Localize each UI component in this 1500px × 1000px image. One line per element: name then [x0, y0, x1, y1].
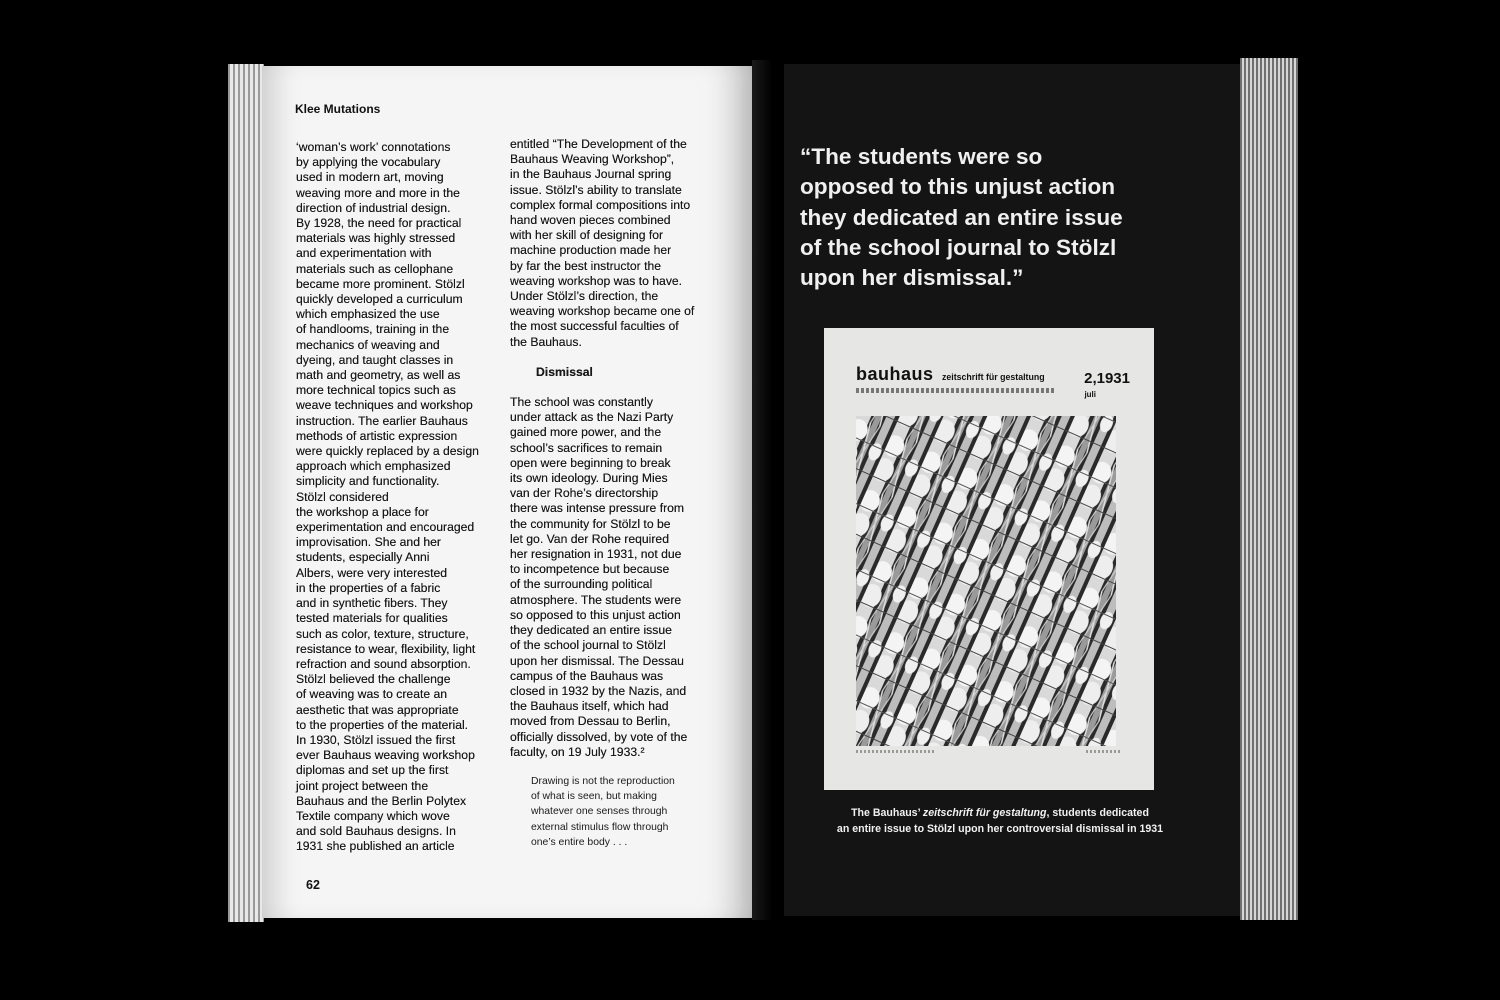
body-text: ‘woman’s work’ connotations by applying the vocabulary used in modern art, moving weaving more and more in the direction of industrial design. By 1928, the need for practical materials was highly stressed and experimentation with materials such as cellophane became more prominent. Stölzl quickly developed a curriculum which emphasized the use of handlooms, training in the mechanics of weaving and dyeing, and taught classes in math and geometry, as well as more technical topics such as weave techniques and workshop instruction. The earlier Bauhaus methods of artistic expression were quickly replaced by a design approach which emphasized simplicity and functionality. Stölzl considered the workshop a place for experimentation and encouraged improvisation. She and her students, especially Anni Albers, were very interested in the properties of a fabric and in synthetic fibers. They tested materials for qualities such as color, texture, structure, resistance to wear, flexibility, light refraction and sound absorption. Stölzl believed the challenge of weaving was to create an aesthetic that was appropriate to the properties of the material. In 1930, Stölzl issued the first ever Bauhaus weaving workshop diplomas and set up the first joint project between the Bauhaus and the Berlin Polytex Textile company which wove and sold Bauhaus designs. In 1931 she published an article	[296, 140, 479, 854]
pull-quote: “The students were so opposed to this unjust action they dedicated an entire issue of the school journal to Stölzl upon her dismissal.”	[800, 144, 1123, 291]
cover-credit-small	[1086, 750, 1120, 753]
cover-caption-small	[856, 750, 936, 753]
page-edges-right	[1240, 58, 1298, 920]
page-edges-left	[228, 64, 264, 922]
cover-subtitle: zeitschrift für gestaltung	[941, 372, 1045, 382]
book-gutter	[752, 60, 786, 920]
woven-fabric-photo	[856, 416, 1116, 746]
margin-quote: Drawing is not the reproduction of what is seen, but making whatever one senses through external stimulus flow through one’s entire body . . .	[531, 776, 675, 848]
cover-issue-number: 2,1931	[1084, 370, 1130, 387]
cover-month: juli	[1084, 390, 1096, 399]
right-page	[784, 64, 1242, 916]
caption-italic: zeitschrift für gestaltung	[922, 807, 1047, 819]
text-column-1	[296, 140, 500, 855]
page-number: 62	[306, 878, 320, 892]
caption-text: The Bauhaus’	[851, 807, 923, 819]
left-page	[262, 66, 754, 918]
body-text: The school was constantly under attack as the Nazi Party gained more power, and the school’s sacrifices to remain open were beginning to break its own ideology. During Mies van der Rohe’s directorship there was intense pressure from the community for Stölzl to be let go. Van der Rohe required her resignation in 1931, not due to incompetence but because of the surrounding political atmosphere. The students were so opposed to this unjust action they dedicated an entire issue of the school journal to Stölzl upon her dismissal. The Dessau campus of the Bauhaus was closed in 1932 by the Nazis, and the Bauhaus itself, which had moved from Dessau to Berlin, officially dissolved, by vote of the faculty, on 19 July 1933.²	[510, 395, 688, 759]
caption-text: an entire issue to Stölzl upon her controversial dismissal in 1931	[836, 822, 1164, 835]
cover-wordmark: bauhaus	[856, 364, 934, 384]
cover-fine-print	[856, 388, 1056, 393]
text-column-2	[510, 137, 716, 760]
running-head: Klee Mutations	[295, 102, 381, 116]
journal-cover-image	[824, 328, 1154, 790]
image-caption	[800, 806, 1200, 837]
section-heading: Dismissal	[536, 364, 593, 379]
body-text: entitled “The Development of the Bauhaus Weaving Workshop”, in the Bauhaus Journal spring issue. Stölzl’s ability to translate complex formal compositions into hand woven pieces combined with her skill of designing for machine production made her by far the best instructor the weaving workshop was to have. Under Stölzl’s direction, the weaving workshop became one of the most successful faculties of the Bauhaus.	[510, 137, 695, 349]
caption-text: , students dedicated	[1046, 807, 1149, 819]
